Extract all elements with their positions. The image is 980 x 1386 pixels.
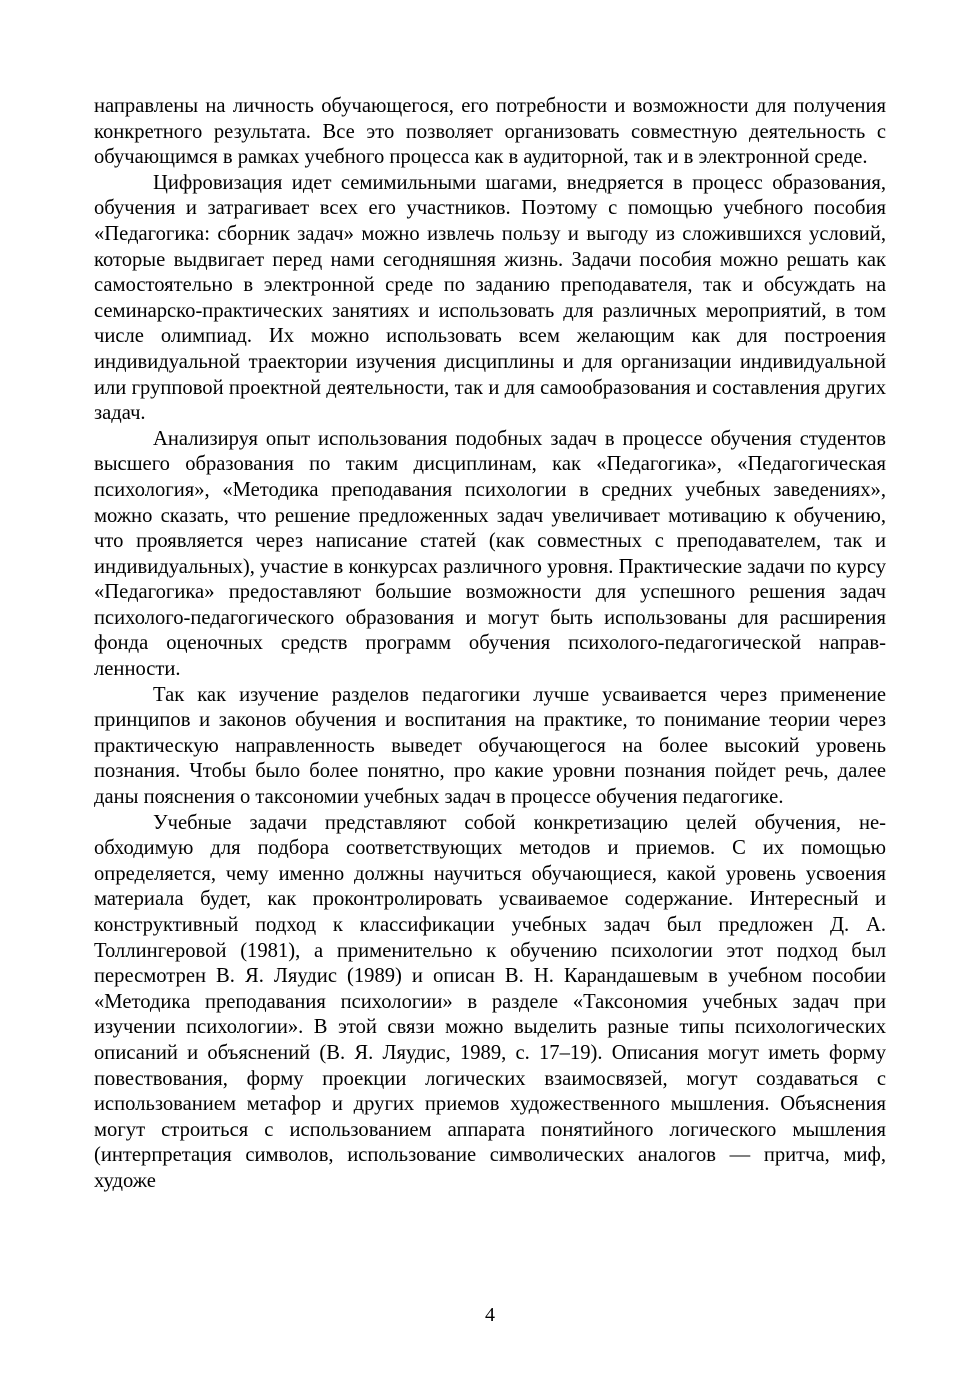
- paragraph-pedagogy-sections: Так как изучение разделов педагогики лучше усваивается через применение принципов и законов обучения и воспитания на практике, то понимание теории через практическую направленность выведет обучающегося на более высокий уровень познания. Чтобы было более понятно, про какие уровни познания пойдет речь, далее даны пояснения о таксономии учебных задач в процессе обучения педагогике.: [94, 683, 886, 809]
- paragraph-digitalization: Цифровизация идет семимильными шагами, внедряется в процесс образования, обучения и затрагивает всех его участников. Поэтому с помощью учебного пособия «Педагогика: сборник задач» можно извлечь пользу и выгоду из сложившихся условий, которые выдвигает перед нами сегодняшняя жизнь. Задачи пособия можно решать как самостоятельно в электронной среде по заданию преподавателя, так и обсуждать на семинарско-практических занятиях и использовать для различных мероприятий, в том числе олимпиад. Их можно использовать всем желающим как для построения индивидуальной траектории изучения дисциплины и для организации индивидуальной или групповой проектной деятельности, так и для самообразования и составления других задач.: [94, 171, 886, 425]
- paragraph-experience-analysis: Анализируя опыт использования подобных задач в процессе обучения студентов высшего образования по таким дисциплинам, как «Педагогика», «Педагогическая психология», «Методика преподавания психологии в средних учебных заведениях», можно сказать, что решение предложенных задач увеличивает мотивацию к обучению, что проявляется через написание статей (как совместных с преподавателем, так и индивидуальных), участие в конкурсах различного уровня. Практические задачи по курсу «Педагогика» предоставляют большие возможности для успешного решения задач психолого-педагогического образования и могут быть использованы для расширения фонда оценочных средств программ обучения психолого-педагогической направленности.: [94, 427, 886, 681]
- paragraph-learning-tasks: Учебные задачи представляют собой конкретизацию целей обучения, необходимую для подбора соответствующих методов и приемов. С их помощью определяется, чему именно должны научиться обучающиеся, какой уровень усвоения материала будет, как проконтролировать усваиваемое содержание. Интересный и конструктивный подход к классификации учебных задач был предложен Д. А. Толлингеровой (1981), а применительно к обучению психологии этот подход был пересмотрен В. Я. Ляудис (1989) и описан В. Н. Карандашевым в учебном пособии «Методика преподавания психологии» в разделе «Таксономия учебных задач при изучении психологии». В этой связи можно выделить разные типы психологических описаний и объяснений (В. Я. Ляудис, 1989, с. 17–19). Описания могут иметь форму повествования, форму проекции логических взаимосвязей, могут создаваться с использованием метафор и других приемов художественного мышления. Объяснения могут строиться с использованием аппарата понятийного логического мышления (интерпретация символов, использование символических аналогов — притча, миф, художе: [94, 811, 886, 1192]
- page-number: 4: [485, 1304, 495, 1326]
- paragraph-continuation: направлены на личность обучающегося, его потребности и возможности для получения конкретного результата. Все это позволяет организовать совместную деятельность с обучающимся в рамках учебного процесса как в аудиторной, так и в электронной среде.: [94, 95, 886, 169]
- page-body: [94, 94, 886, 1195]
